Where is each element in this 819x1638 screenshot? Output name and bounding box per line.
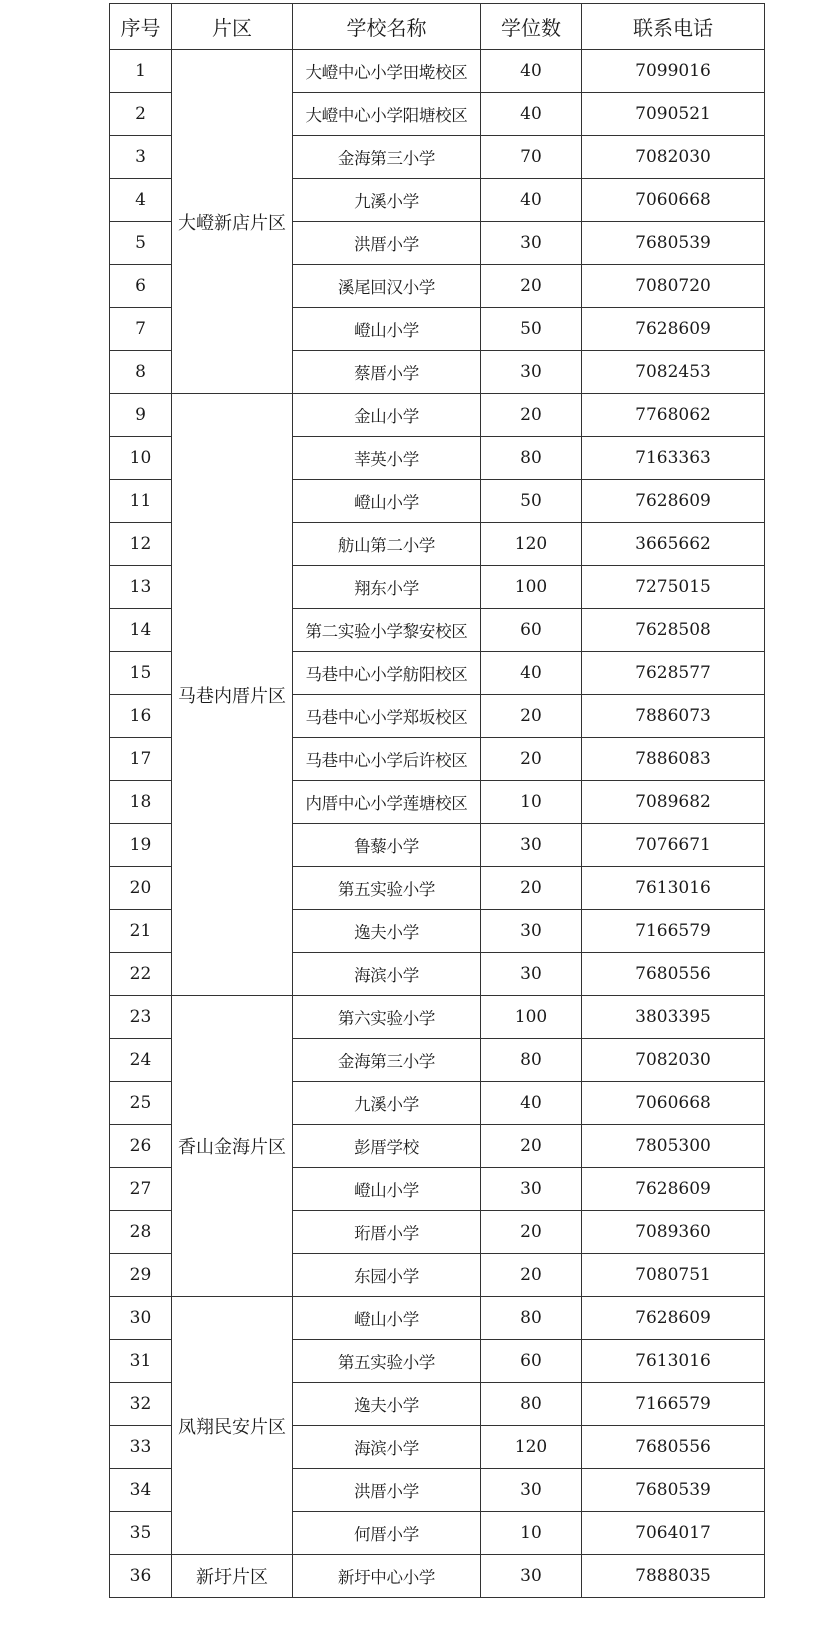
phone-number: 7628508 — [582, 609, 765, 652]
phone-number: 7089682 — [582, 781, 765, 824]
school-name: 洪厝小学 — [293, 222, 481, 265]
places-count: 10 — [481, 781, 582, 824]
phone-number: 7082453 — [582, 351, 765, 394]
header-zone: 片区 — [172, 4, 293, 50]
zone-cell: 凤翔民安片区 — [172, 1297, 293, 1555]
places-count: 70 — [481, 136, 582, 179]
school-name: 蔡厝小学 — [293, 351, 481, 394]
row-index: 18 — [110, 781, 172, 824]
phone-number: 7090521 — [582, 93, 765, 136]
row-index: 16 — [110, 695, 172, 738]
row-index: 11 — [110, 480, 172, 523]
row-index: 21 — [110, 910, 172, 953]
school-name: 马巷中心小学郑坂校区 — [293, 695, 481, 738]
places-count: 80 — [481, 1383, 582, 1426]
school-name: 嶝山小学 — [293, 480, 481, 523]
row-index: 36 — [110, 1555, 172, 1598]
row-index: 4 — [110, 179, 172, 222]
places-count: 20 — [481, 1125, 582, 1168]
row-index: 28 — [110, 1211, 172, 1254]
zone-cell: 香山金海片区 — [172, 996, 293, 1297]
places-count: 20 — [481, 1211, 582, 1254]
phone-number: 7076671 — [582, 824, 765, 867]
places-count: 30 — [481, 1469, 582, 1512]
table-row — [110, 1555, 765, 1598]
row-index: 35 — [110, 1512, 172, 1555]
phone-number: 7082030 — [582, 136, 765, 179]
header-row — [110, 4, 765, 50]
row-index: 13 — [110, 566, 172, 609]
table-row — [110, 996, 765, 1039]
phone-number: 7768062 — [582, 394, 765, 437]
row-index: 14 — [110, 609, 172, 652]
school-name: 马巷中心小学舫阳校区 — [293, 652, 481, 695]
places-count: 40 — [481, 1082, 582, 1125]
row-index: 12 — [110, 523, 172, 566]
school-name: 金山小学 — [293, 394, 481, 437]
school-name: 溪尾回汉小学 — [293, 265, 481, 308]
school-name: 鲁藜小学 — [293, 824, 481, 867]
header-phone: 联系电话 — [582, 4, 765, 50]
places-count: 50 — [481, 308, 582, 351]
zone-cell: 新圩片区 — [172, 1555, 293, 1598]
phone-number: 7166579 — [582, 1383, 765, 1426]
school-name: 海滨小学 — [293, 953, 481, 996]
school-name: 金海第三小学 — [293, 136, 481, 179]
row-index: 23 — [110, 996, 172, 1039]
row-index: 34 — [110, 1469, 172, 1512]
school-name: 第五实验小学 — [293, 1340, 481, 1383]
places-count: 50 — [481, 480, 582, 523]
places-count: 40 — [481, 93, 582, 136]
school-name: 嶝山小学 — [293, 1297, 481, 1340]
header-index: 序号 — [110, 4, 172, 50]
places-count: 40 — [481, 652, 582, 695]
places-count: 10 — [481, 1512, 582, 1555]
phone-number: 7886073 — [582, 695, 765, 738]
row-index: 20 — [110, 867, 172, 910]
school-name: 彭厝学校 — [293, 1125, 481, 1168]
phone-number: 3665662 — [582, 523, 765, 566]
phone-number: 7163363 — [582, 437, 765, 480]
school-name: 东园小学 — [293, 1254, 481, 1297]
school-name: 嶝山小学 — [293, 1168, 481, 1211]
school-name: 海滨小学 — [293, 1426, 481, 1469]
table-row — [110, 1297, 765, 1340]
row-index: 17 — [110, 738, 172, 781]
school-name: 第六实验小学 — [293, 996, 481, 1039]
school-name: 大嶝中心小学田墘校区 — [293, 50, 481, 93]
school-name: 内厝中心小学莲塘校区 — [293, 781, 481, 824]
phone-number: 7680539 — [582, 222, 765, 265]
places-count: 100 — [481, 996, 582, 1039]
row-index: 29 — [110, 1254, 172, 1297]
places-count: 80 — [481, 437, 582, 480]
places-count: 20 — [481, 265, 582, 308]
school-name: 马巷中心小学后许校区 — [293, 738, 481, 781]
row-index: 22 — [110, 953, 172, 996]
row-index: 27 — [110, 1168, 172, 1211]
places-count: 40 — [481, 50, 582, 93]
phone-number: 7064017 — [582, 1512, 765, 1555]
school-name: 大嶝中心小学阳塘校区 — [293, 93, 481, 136]
school-name: 莘英小学 — [293, 437, 481, 480]
school-name: 逸夫小学 — [293, 910, 481, 953]
places-count: 20 — [481, 867, 582, 910]
zone-cell: 大嶝新店片区 — [172, 50, 293, 394]
school-name: 舫山第二小学 — [293, 523, 481, 566]
row-index: 25 — [110, 1082, 172, 1125]
phone-number: 7089360 — [582, 1211, 765, 1254]
row-index: 9 — [110, 394, 172, 437]
row-index: 19 — [110, 824, 172, 867]
school-name: 第二实验小学黎安校区 — [293, 609, 481, 652]
row-index: 3 — [110, 136, 172, 179]
school-name: 逸夫小学 — [293, 1383, 481, 1426]
phone-number: 7082030 — [582, 1039, 765, 1082]
row-index: 2 — [110, 93, 172, 136]
phone-number: 3803395 — [582, 996, 765, 1039]
places-count: 100 — [481, 566, 582, 609]
school-name: 翔东小学 — [293, 566, 481, 609]
places-count: 20 — [481, 695, 582, 738]
phone-number: 7080751 — [582, 1254, 765, 1297]
school-name: 金海第三小学 — [293, 1039, 481, 1082]
places-count: 120 — [481, 1426, 582, 1469]
places-count: 20 — [481, 738, 582, 781]
row-index: 8 — [110, 351, 172, 394]
row-index: 31 — [110, 1340, 172, 1383]
phone-number: 7628609 — [582, 1297, 765, 1340]
phone-number: 7680556 — [582, 953, 765, 996]
places-count: 80 — [481, 1039, 582, 1082]
school-name: 嶝山小学 — [293, 308, 481, 351]
phone-number: 7060668 — [582, 179, 765, 222]
school-places-table — [109, 3, 765, 1598]
school-name: 九溪小学 — [293, 1082, 481, 1125]
row-index: 26 — [110, 1125, 172, 1168]
school-name: 珩厝小学 — [293, 1211, 481, 1254]
phone-number: 7628577 — [582, 652, 765, 695]
places-count: 20 — [481, 1254, 582, 1297]
places-count: 30 — [481, 222, 582, 265]
phone-number: 7805300 — [582, 1125, 765, 1168]
row-index: 33 — [110, 1426, 172, 1469]
places-count: 30 — [481, 824, 582, 867]
phone-number: 7888035 — [582, 1555, 765, 1598]
table-row — [110, 394, 765, 437]
row-index: 15 — [110, 652, 172, 695]
row-index: 1 — [110, 50, 172, 93]
places-count: 30 — [481, 910, 582, 953]
phone-number: 7680556 — [582, 1426, 765, 1469]
places-count: 60 — [481, 1340, 582, 1383]
row-index: 30 — [110, 1297, 172, 1340]
zone-cell: 马巷内厝片区 — [172, 394, 293, 996]
places-count: 30 — [481, 351, 582, 394]
phone-number: 7275015 — [582, 566, 765, 609]
phone-number: 7628609 — [582, 1168, 765, 1211]
row-index: 10 — [110, 437, 172, 480]
phone-number: 7628609 — [582, 308, 765, 351]
places-count: 20 — [481, 394, 582, 437]
table-row — [110, 50, 765, 93]
row-index: 7 — [110, 308, 172, 351]
school-name: 何厝小学 — [293, 1512, 481, 1555]
places-count: 30 — [481, 1555, 582, 1598]
phone-number: 7613016 — [582, 867, 765, 910]
row-index: 32 — [110, 1383, 172, 1426]
places-count: 40 — [481, 179, 582, 222]
phone-number: 7099016 — [582, 50, 765, 93]
phone-number: 7060668 — [582, 1082, 765, 1125]
phone-number: 7166579 — [582, 910, 765, 953]
row-index: 5 — [110, 222, 172, 265]
row-index: 24 — [110, 1039, 172, 1082]
phone-number: 7680539 — [582, 1469, 765, 1512]
header-school-name: 学校名称 — [293, 4, 481, 50]
row-index: 6 — [110, 265, 172, 308]
header-places: 学位数 — [481, 4, 582, 50]
phone-number: 7886083 — [582, 738, 765, 781]
school-name: 第五实验小学 — [293, 867, 481, 910]
table-body — [110, 50, 765, 1598]
school-name: 九溪小学 — [293, 179, 481, 222]
school-name: 新圩中心小学 — [293, 1555, 481, 1598]
places-count: 60 — [481, 609, 582, 652]
phone-number: 7613016 — [582, 1340, 765, 1383]
phone-number: 7628609 — [582, 480, 765, 523]
places-count: 30 — [481, 953, 582, 996]
phone-number: 7080720 — [582, 265, 765, 308]
places-count: 120 — [481, 523, 582, 566]
school-name: 洪厝小学 — [293, 1469, 481, 1512]
places-count: 80 — [481, 1297, 582, 1340]
places-count: 30 — [481, 1168, 582, 1211]
